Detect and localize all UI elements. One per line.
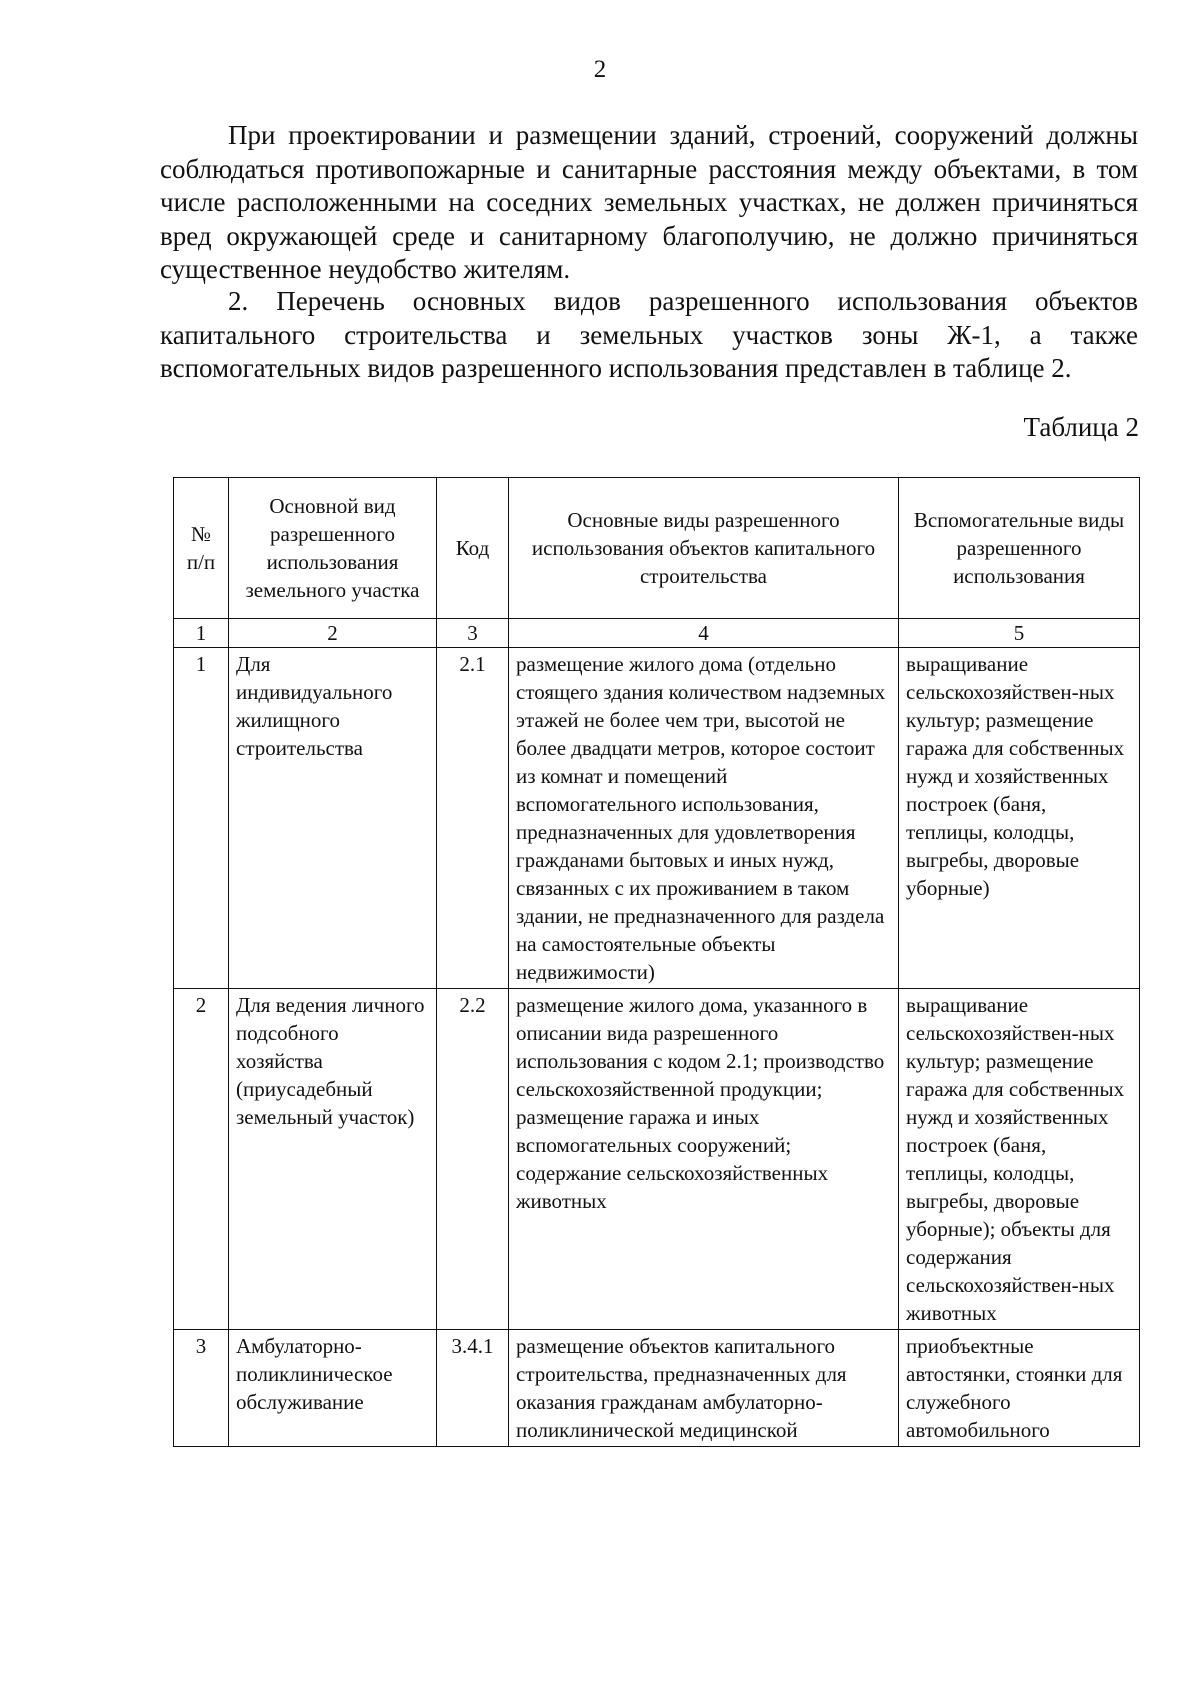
row-main-uses: размещение жилого дома, указанного в описании вида разрешенного использования с кодом 2.1; производство сельскохозяйственной продукции; размещение гаража и иных вспомогательных сооружений; содержание сельскохозяйственных животных — [509, 989, 899, 1330]
table-caption: Таблица 2 — [1023, 412, 1139, 442]
row-aux-uses: приобъектные автостянки, стоянки для служебного автомобильного — [899, 1330, 1140, 1447]
table-header-row — [174, 478, 1140, 619]
header-number: № п/п — [174, 478, 229, 619]
row-main-uses: размещение жилого дома (отдельно стоящего здания количеством надземных этажей не более чем три, высотой не более двадцати метров, которое состоит из комнат и помещений вспомогательного использования, предназначенных для удовлетворения гражданами бытовых и иных нужд, связанных с их проживанием в таком здании, не предназначенного для раздела на самостоятельные объекты недвижимости) — [509, 648, 899, 989]
column-number: 3 — [437, 619, 509, 648]
row-number: 2 — [174, 989, 229, 1330]
column-number: 5 — [899, 619, 1140, 648]
header-main-uses: Основные виды разрешенного использования объектов капитального строительства — [509, 478, 899, 619]
row-land-use: Для ведения личного подсобного хозяйства (приусадебный земельный участок) — [229, 989, 437, 1330]
row-number: 1 — [174, 648, 229, 989]
row-code: 2.2 — [437, 989, 509, 1330]
header-land-use: Основной вид разрешенного использования земельного участка — [229, 478, 437, 619]
page-number: 2 — [593, 56, 607, 83]
column-numbers-row — [174, 619, 1140, 648]
table-row — [174, 989, 1140, 1330]
row-number: 3 — [174, 1330, 229, 1447]
paragraph-intro: При проектировании и размещении зданий, строений, сооружений должны соблюдаться противопожарные и санитарные расстояния между объектами, в том числе расположенными на соседних земельных участках, не должен причиняться вред окружающей среде и санитарному благополучию, не должно причиняться существенное неудобство жителям. — [160, 120, 1138, 284]
column-number: 4 — [509, 619, 899, 648]
paragraph-list-intro: 2. Перечень основных видов разрешенного использования объектов капитального строительства и земельных участков зоны Ж-1, а также вспомогательных видов разрешенного использования представлен в таблице 2. — [160, 286, 1138, 383]
row-land-use: Амбулаторно-поликлиническое обслуживание — [229, 1330, 437, 1447]
row-code: 2.1 — [437, 648, 509, 989]
row-aux-uses: выращивание сельскохозяйствен-ных культур; размещение гаража для собственных нужд и хозяйственных построек (баня, теплицы, колодцы, выгребы, дворовые уборные); объекты для содержания сельскохозяйствен-ных животных — [899, 989, 1140, 1330]
row-land-use: Для индивидуального жилищного строительства — [229, 648, 437, 989]
row-code: 3.4.1 — [437, 1330, 509, 1447]
header-code: Код — [437, 478, 509, 619]
table-row — [174, 1330, 1140, 1447]
header-aux-uses: Вспомогательные виды разрешенного использования — [899, 478, 1140, 619]
table-row — [174, 648, 1140, 989]
column-number: 1 — [174, 619, 229, 648]
column-number: 2 — [229, 619, 437, 648]
row-main-uses: размещение объектов капитального строительства, предназначенных для оказания гражданам амбулаторно-поликлинической медицинской — [509, 1330, 899, 1447]
row-aux-uses: выращивание сельскохозяйствен-ных культур; размещение гаража для собственных нужд и хозяйственных построек (баня, теплицы, колодцы, выгребы, дворовые уборные) — [899, 648, 1140, 989]
zoning-table — [173, 477, 1140, 1447]
